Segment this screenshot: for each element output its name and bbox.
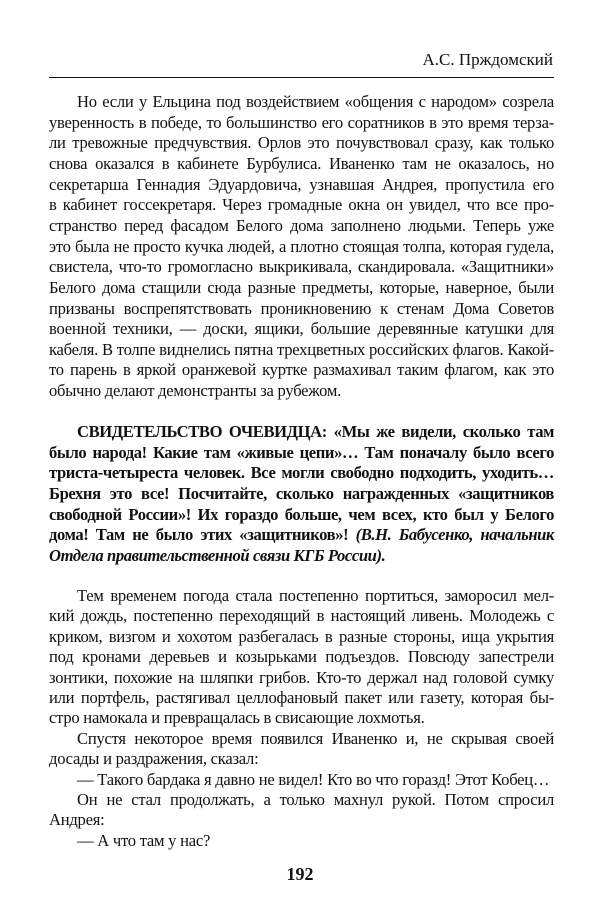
text-line: было народа! Какие там «живые цепи»… Там поначалу было всего <box>49 442 554 462</box>
quote-attribution: Отдела правительственной связи КГБ России). <box>49 545 386 565</box>
quote-attribution: (В.Н. Бабусенко, начальник <box>355 525 555 545</box>
text-line: секретарша Геннадия Эдуардовича, узнавшая Андрея, пропустила его <box>49 174 554 194</box>
text-line: это была не просто кучка людей, а плотно стоящая толпа, которая гудела, <box>49 236 554 256</box>
text-line: под кронами деревьев и козырьками подъездов. Повсюду запестрели <box>49 647 554 667</box>
text-line: Но если у Ельцина под воздействием «общения с народом» созрела <box>77 92 554 111</box>
text-line: — Такого бардака я давно не видел! Кто во что горазд! Этот Кобец… <box>77 770 550 789</box>
text-line: СВИДЕТЕЛЬСТВО ОЧЕВИДЦА: «Мы же видели, сколько там <box>77 422 554 441</box>
text-line: странство перед фасадом Белого дома заполнено людьми. Теперь уже <box>49 215 554 235</box>
text-line: Андрея: <box>49 810 105 830</box>
text-line: триста-четыреста человек. Все могли свободно подходить, уходить… <box>49 463 554 483</box>
text-line: Он не стал продолжать, а только махнул рукой. Потом спросил <box>77 790 554 809</box>
quote-text: дома! Там не было этих «защитников»! <box>49 525 356 545</box>
text-line: то парень в яркой оранжевой куртке размахивал таким флагом, как это <box>49 360 554 380</box>
text-line: военной техники, — доски, ящики, большие деревянные катушки для <box>49 319 554 339</box>
text-line: или портфель, растягивал целлофановый пакет или газету, которая бы- <box>49 688 554 707</box>
text-line: досады и раздражения, сказал: <box>49 749 259 769</box>
text-line: уверенность в победе, то большинство его соратников в это время терза- <box>49 112 554 132</box>
text-line: Белого дома стащили сюда разные предметы, которые, наверное, были <box>49 277 554 297</box>
text-line <box>49 525 554 545</box>
running-header-author: А.С. Прждомский <box>422 50 553 69</box>
text-line: снова оказался в кабинете Бурбулиса. Иваненко там не оказалось, но <box>49 153 554 173</box>
text-line: свободной России»! Их гораздо больше, чем всех, кто был у Белого <box>49 504 554 524</box>
text-line: кабеля. В толпе виднелись пятна трехцветных российских флагов. Какой- <box>49 339 554 359</box>
text-line: в кабинет госсекретаря. Через громадные окна он увидел, что все про- <box>49 195 554 215</box>
page-number: 192 <box>286 864 314 884</box>
text-line: криком, визгом и хохотом разбегалась в разные стороны, ища укрытия <box>49 626 554 646</box>
text-line: стро намокала и превращалась в свисающие лохмотья. <box>49 708 425 728</box>
text-line: Спустя некоторое время появился Иваненко и, не скрывая своей <box>77 729 554 748</box>
header-rule <box>49 77 554 78</box>
text-line: ли тревожные предчувствия. Орлов это почувствовал сразу, как только <box>49 133 554 153</box>
text-line: Брехня это все! Посчитайте, сколько награжденных «защитников <box>49 483 554 503</box>
text-line: зонтики, похожие на шляпки грибов. Кто-то держал над головой сумку <box>49 667 554 687</box>
text-line: свистела, что-то громогласно выкрикивала, скандировала. «Защитники» <box>49 257 554 277</box>
text-line: кий дождь, постепенно переходящий в настоящий ливень. Молодежь с <box>49 606 554 626</box>
text-line: призваны воспрепятствовать проникновению к стенам Дома Советов <box>49 298 554 318</box>
text-line: Тем временем погода стала постепенно портиться, заморосил мел- <box>77 586 554 605</box>
text-line: обычно делают демонстранты за рубежом. <box>49 381 341 401</box>
text-line: — А что там у нас? <box>77 831 211 850</box>
